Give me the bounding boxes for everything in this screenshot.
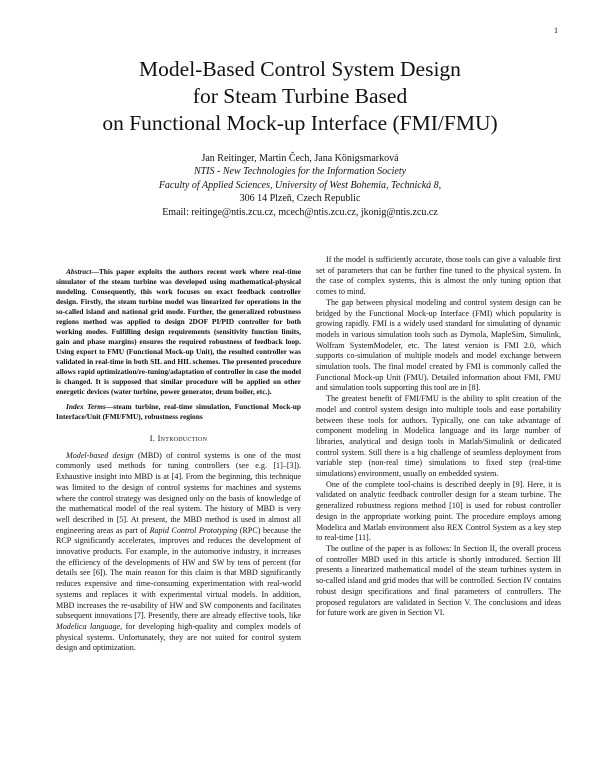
intro-text-a: (MBD) of control systems is one of the most commonly used methods for tuning controllers (see e.g. [1]–[3]). Exhaustive insight into MBD is at [4]. From the beginning, this technique was limited to the design of control systems for machines and systems where the control strategy was designed only on the basis of knowledge of the mathematical model of the real system. The history of MBD is very well described in [5]. At present, the MBD method is used in almost all engineering areas as part of	[56, 450, 301, 535]
email-line: Email: reitinge@ntis.zcu.cz, mcech@ntis.zcu.cz, jkonig@ntis.zcu.cz	[162, 206, 438, 218]
rcp-term: Rapid Control Prototyping	[149, 525, 238, 535]
right-paragraph-3: The greatest benefit of FMI/FMU is the ability to split creation of the model and control system design into multiple tools and ease portability between these tools for authors. Typically, one can take advantage of component modeling in Modelica language and its large number of libraries, analytical and design tools in Matlab/Simulink or dedicated control system. Still there is a big challenge of seamless deployment from variable step (non-real time) simulations to fixed step (real-time simulations) environment, usually on embedded system.	[316, 394, 561, 479]
section-number: I.	[149, 434, 156, 443]
index-terms-text: —steam turbine, real-time simulation, Functional Mock-up Interface/Unit (FMI/FMU), robustness regions	[56, 402, 301, 421]
right-paragraph-4: One of the complete tool-chains is described deeply in [9]. Here, it is validated on analytic feedback controller design for a steam turbine. The generalized robustness regions method [10] is used for robust controller design in the appropriate working point. The procedure employs among Modelica and Matlab environment also REX Control System as a key step to real-time [11].	[316, 479, 561, 543]
title-line-3: on Functional Mock-up Interface (FMI/FMU)	[102, 111, 498, 135]
right-paragraph-2: The gap between physical modeling and control system design can be bridged by the Functional Mock-up Interface (FMI) which popularity is growing rapidly. FMI is a widely used standard for simulating of dynamic models in various simulation tools such as Dymola, MapleSim, Simulink, Wolfram SystemModeler, etc. The latest version is FMI 2.0, which supports co-simulation of multiple models and model exchange between simulation tools. The final model created by FMI is commonly called the Functional Mock-up Unit (FMU). Detailed information about FMI, FMU and simulation tools supporting this tool are in [8].	[316, 297, 561, 393]
section-heading-introduction	[56, 434, 301, 445]
section-title: Introduction	[157, 434, 208, 443]
right-column	[316, 255, 561, 619]
index-terms	[56, 402, 301, 422]
intro-paragraph-1	[56, 451, 301, 654]
paper-title	[0, 56, 600, 137]
title-line-1: Model-Based Control System Design	[139, 57, 461, 81]
right-paragraph-5: The outline of the paper is as follows: In Section II, the overall process of controller MBD used in this article is shortly introduced. Section III presents a linearized mathematical model of the steam turbines system in so-called island and grid modes that will be controlled. Section IV contains robust design specifications and final parameters of controllers. The proposed regulators are validated in Section V. The conclusions and ideas for future work are given in Section VI.	[316, 543, 561, 618]
index-terms-lead: Index Terms	[66, 402, 106, 411]
right-paragraph-1: If the model is sufficiently accurate, those tools can give a valuable first set of parameters that can be further fine tuned to the physical system. In the case of complex systems, this is almost the only tuning option that comes to mind.	[316, 255, 561, 297]
left-column	[56, 267, 301, 654]
intro-text-b: (RPC) because the RCP significantly accelerates, improves and reduces the development of innovative products. For example, in the automotive industry, it increases the efficiency of the developments of HW and SW by tens of percent (for details see [6]). The main reason for this claim is that MBD significantly reduces expensive and time-consuming experimentation with real-world systems and replaces it with experimental virtual models. In addition, MBD increases the re-usability of HW and SW components and facilitates subsequent innovations [7]. Presently, there are already effective tools, like	[56, 525, 302, 621]
intro-text-c: , for developing high-quality and complex models of physical systems. Unfortunately, they are not suited for control system design and optimization.	[56, 621, 301, 653]
affiliation-line-1: NTIS - New Technologies for the Information Society	[193, 166, 407, 178]
abstract-text: —This paper exploits the authors recent work where real-time simulator of the steam turbine was developed using mathematical-physical modeling. Consequently, this work focuses on exact feedback controller design. Firstly, the steam turbine model was linearized for operations in the so-called island and national grid mode. Further, the generalized robustness regions method was applied to design 2DOF PI/PID controller for both working modes. Fulfilling design requirements (sensitivity function limits, gain and phase margins) ensures the required robustness of feedback loop. Using export to FMU (Functional Mock-up Unit), the resulted controller was validated in real-time in both SIL and HIL schemes. The presented procedure allows rapid optimization/re-tuning/adaptation of controller in case the model is changed. It is supposed that similar procedure will be applied on other energetic devices (water turbine, power generator, drum boiler, etc.).	[56, 267, 301, 396]
author-names: Jan Reitinger, Martin Čech, Jana Königsmarková	[201, 153, 399, 164]
title-line-2: for Steam Turbine Based	[192, 84, 408, 108]
modelica-term: Modelica language	[56, 621, 121, 631]
affiliation-line-2: Faculty of Applied Sciences, University of West Bohemia, Technická 8,	[158, 179, 442, 191]
abstract-lead: Abstract	[66, 267, 92, 276]
abstract	[56, 267, 301, 397]
mbd-term: Model-based design	[66, 450, 134, 460]
author-block	[0, 152, 600, 219]
page-number: 1	[554, 26, 558, 35]
address: 306 14 Plzeň, Czech Republic	[239, 193, 361, 205]
